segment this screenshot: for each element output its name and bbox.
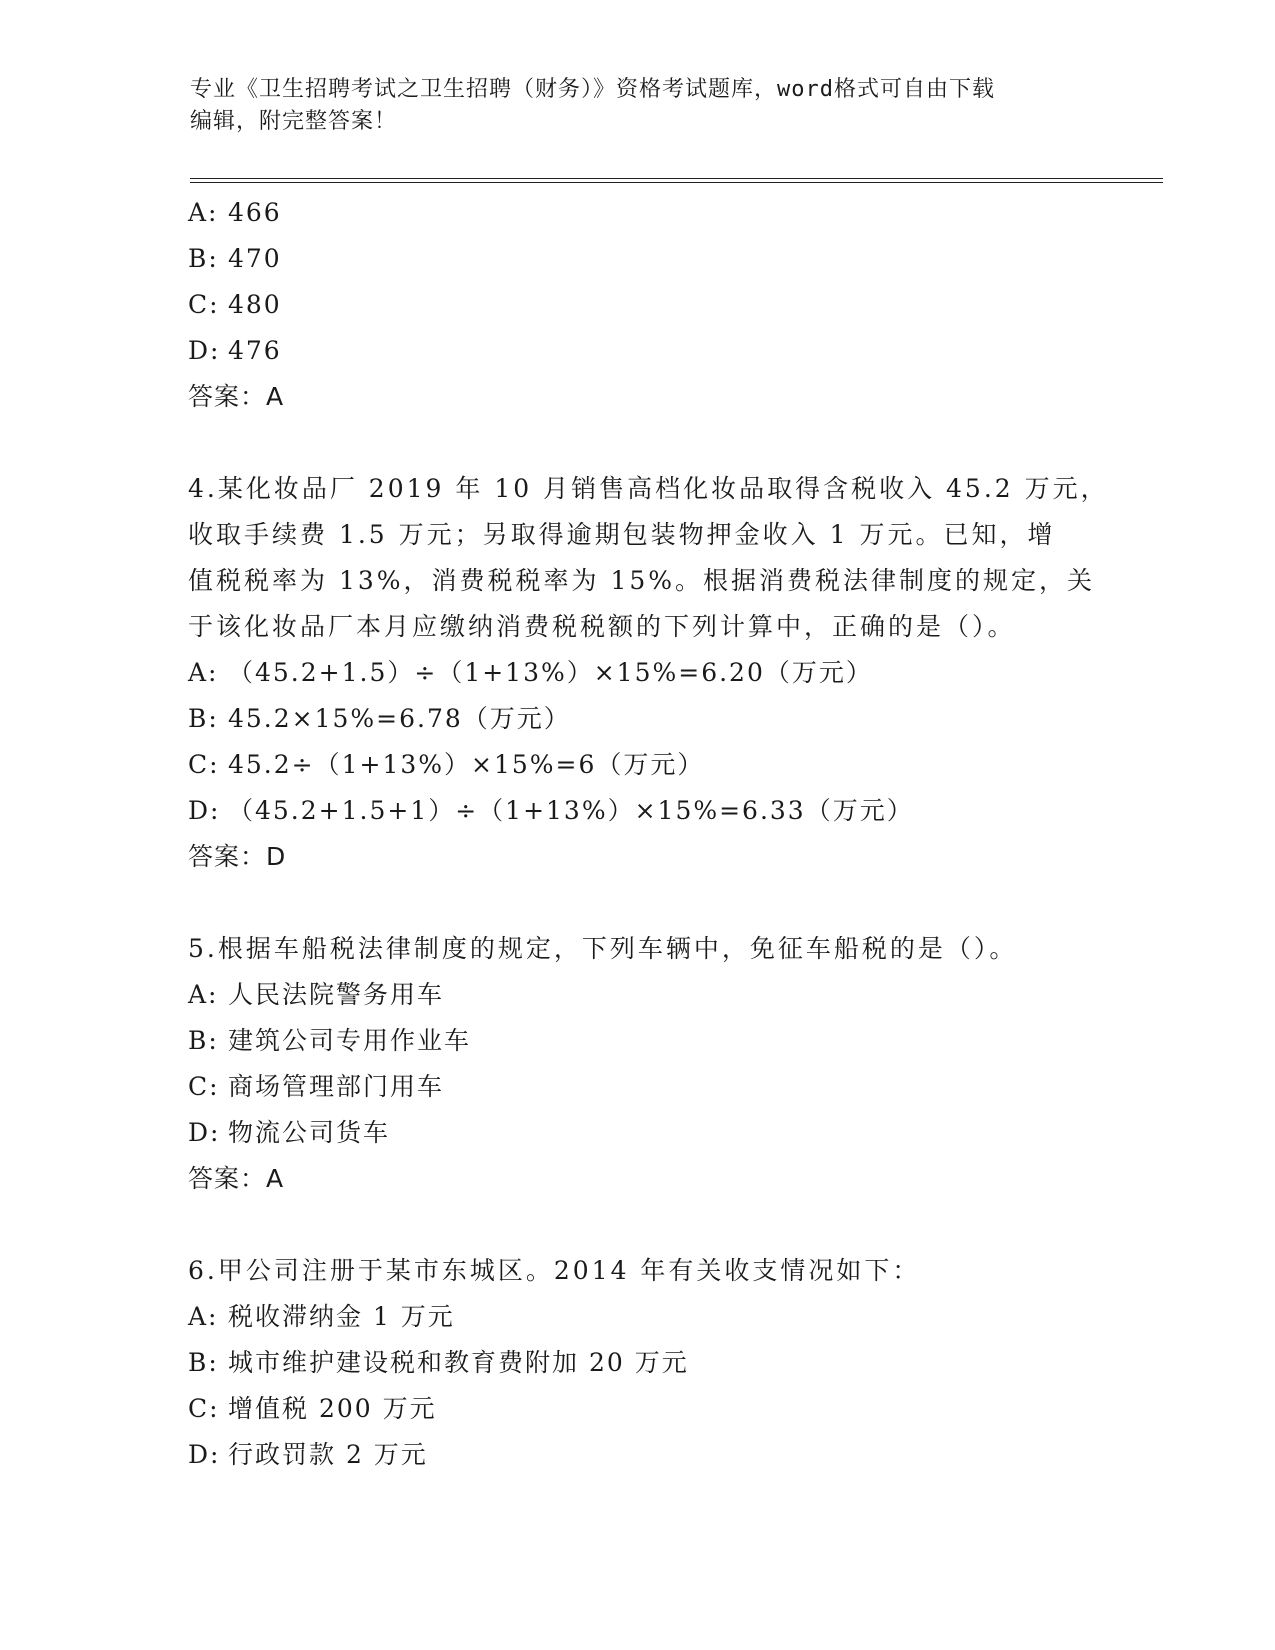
option-text: 480 — [228, 290, 282, 319]
document-header — [190, 74, 1090, 138]
option-text: 466 — [228, 198, 282, 227]
option-a — [188, 972, 1148, 1018]
header-divider-bottom — [190, 182, 1163, 183]
option-text: 45.2×15%=6.78（万元） — [228, 704, 571, 733]
question-text — [188, 466, 1148, 650]
question-text — [188, 1248, 1148, 1294]
option-label: A: — [188, 198, 219, 227]
option-text: 增值税 200 万元 — [228, 1394, 437, 1423]
option-label: C: — [188, 1394, 220, 1423]
option-label: B: — [188, 704, 219, 733]
spacer — [188, 420, 1148, 466]
option-a — [188, 1294, 1148, 1340]
option-text: 物流公司货车 — [228, 1118, 391, 1147]
option-text: 城市维护建设税和教育费附加 20 万元 — [228, 1348, 689, 1377]
option-label: D: — [188, 796, 221, 825]
option-label: D: — [188, 1440, 221, 1469]
question-4 — [188, 466, 1148, 880]
option-a — [188, 650, 1148, 696]
question-line: 5.根据车船税法律制度的规定，下列车辆中，免征车船税的是（）。 — [188, 934, 1018, 963]
option-label: C: — [188, 290, 220, 319]
option-label: D: — [188, 336, 221, 365]
option-text: 建筑公司专用作业车 — [228, 1026, 472, 1055]
spacer — [188, 880, 1148, 926]
option-b — [188, 1018, 1148, 1064]
question-list — [188, 190, 1148, 1478]
option-b — [188, 1340, 1148, 1386]
option-label: A: — [188, 658, 219, 687]
option-label: B: — [188, 244, 219, 273]
option-text: 人民法院警务用车 — [228, 980, 445, 1009]
option-label: A: — [188, 980, 219, 1009]
option-text: （45.2+1.5+1）÷（1+13%）×15%=6.33（万元） — [228, 796, 914, 825]
option-c — [188, 1386, 1148, 1432]
header-line-1: 专业《卫生招聘考试之卫生招聘（财务）》资格考试题库，word格式可自由下载 — [190, 77, 995, 102]
option-a — [188, 190, 1148, 236]
option-label: D: — [188, 1118, 221, 1147]
option-text: 470 — [228, 244, 282, 273]
option-text: 476 — [228, 336, 282, 365]
answer-line: 答案：A — [188, 382, 285, 411]
option-label: B: — [188, 1348, 219, 1377]
spacer — [188, 1202, 1148, 1248]
option-c — [188, 742, 1148, 788]
question-line: 6.甲公司注册于某市东城区。2014 年有关收支情况如下： — [188, 1256, 921, 1285]
answer-line: 答案：A — [188, 1164, 285, 1193]
question-line: 于该化妆品厂本月应缴纳消费税税额的下列计算中，正确的是（）。 — [188, 612, 1016, 641]
option-c — [188, 1064, 1148, 1110]
option-b — [188, 696, 1148, 742]
option-label: C: — [188, 1072, 220, 1101]
option-text: 商场管理部门用车 — [228, 1072, 445, 1101]
option-text: 行政罚款 2 万元 — [228, 1440, 428, 1469]
question-line: 值税税率为 13%，消费税税率为 15%。根据消费税法律制度的规定，关 — [188, 566, 1096, 595]
option-label: A: — [188, 1302, 219, 1331]
option-label: C: — [188, 750, 220, 779]
option-text: 45.2÷（1+13%）×15%=6（万元） — [228, 750, 705, 779]
answer-line: 答案：D — [188, 842, 287, 871]
question-3 — [188, 190, 1148, 420]
question-line: 4.某化妆品厂 2019 年 10 月销售高档化妆品取得含税收入 45.2 万元， — [188, 474, 1109, 503]
header-line-2: 编辑，附完整答案！ — [190, 109, 398, 134]
option-label: B: — [188, 1026, 219, 1055]
option-text: 税收滞纳金 1 万元 — [228, 1302, 455, 1331]
header-divider-top — [190, 178, 1163, 179]
option-text: （45.2+1.5）÷（1+13%）×15%=6.20（万元） — [228, 658, 873, 687]
option-c — [188, 282, 1148, 328]
option-d — [188, 1432, 1148, 1478]
option-d — [188, 788, 1148, 834]
question-5 — [188, 926, 1148, 1202]
option-d — [188, 1110, 1148, 1156]
question-line: 收取手续费 1.5 万元；另取得逾期包装物押金收入 1 万元。已知，增 — [188, 520, 1056, 549]
option-d — [188, 328, 1148, 374]
question-text — [188, 926, 1148, 972]
question-6 — [188, 1248, 1148, 1478]
option-b — [188, 236, 1148, 282]
